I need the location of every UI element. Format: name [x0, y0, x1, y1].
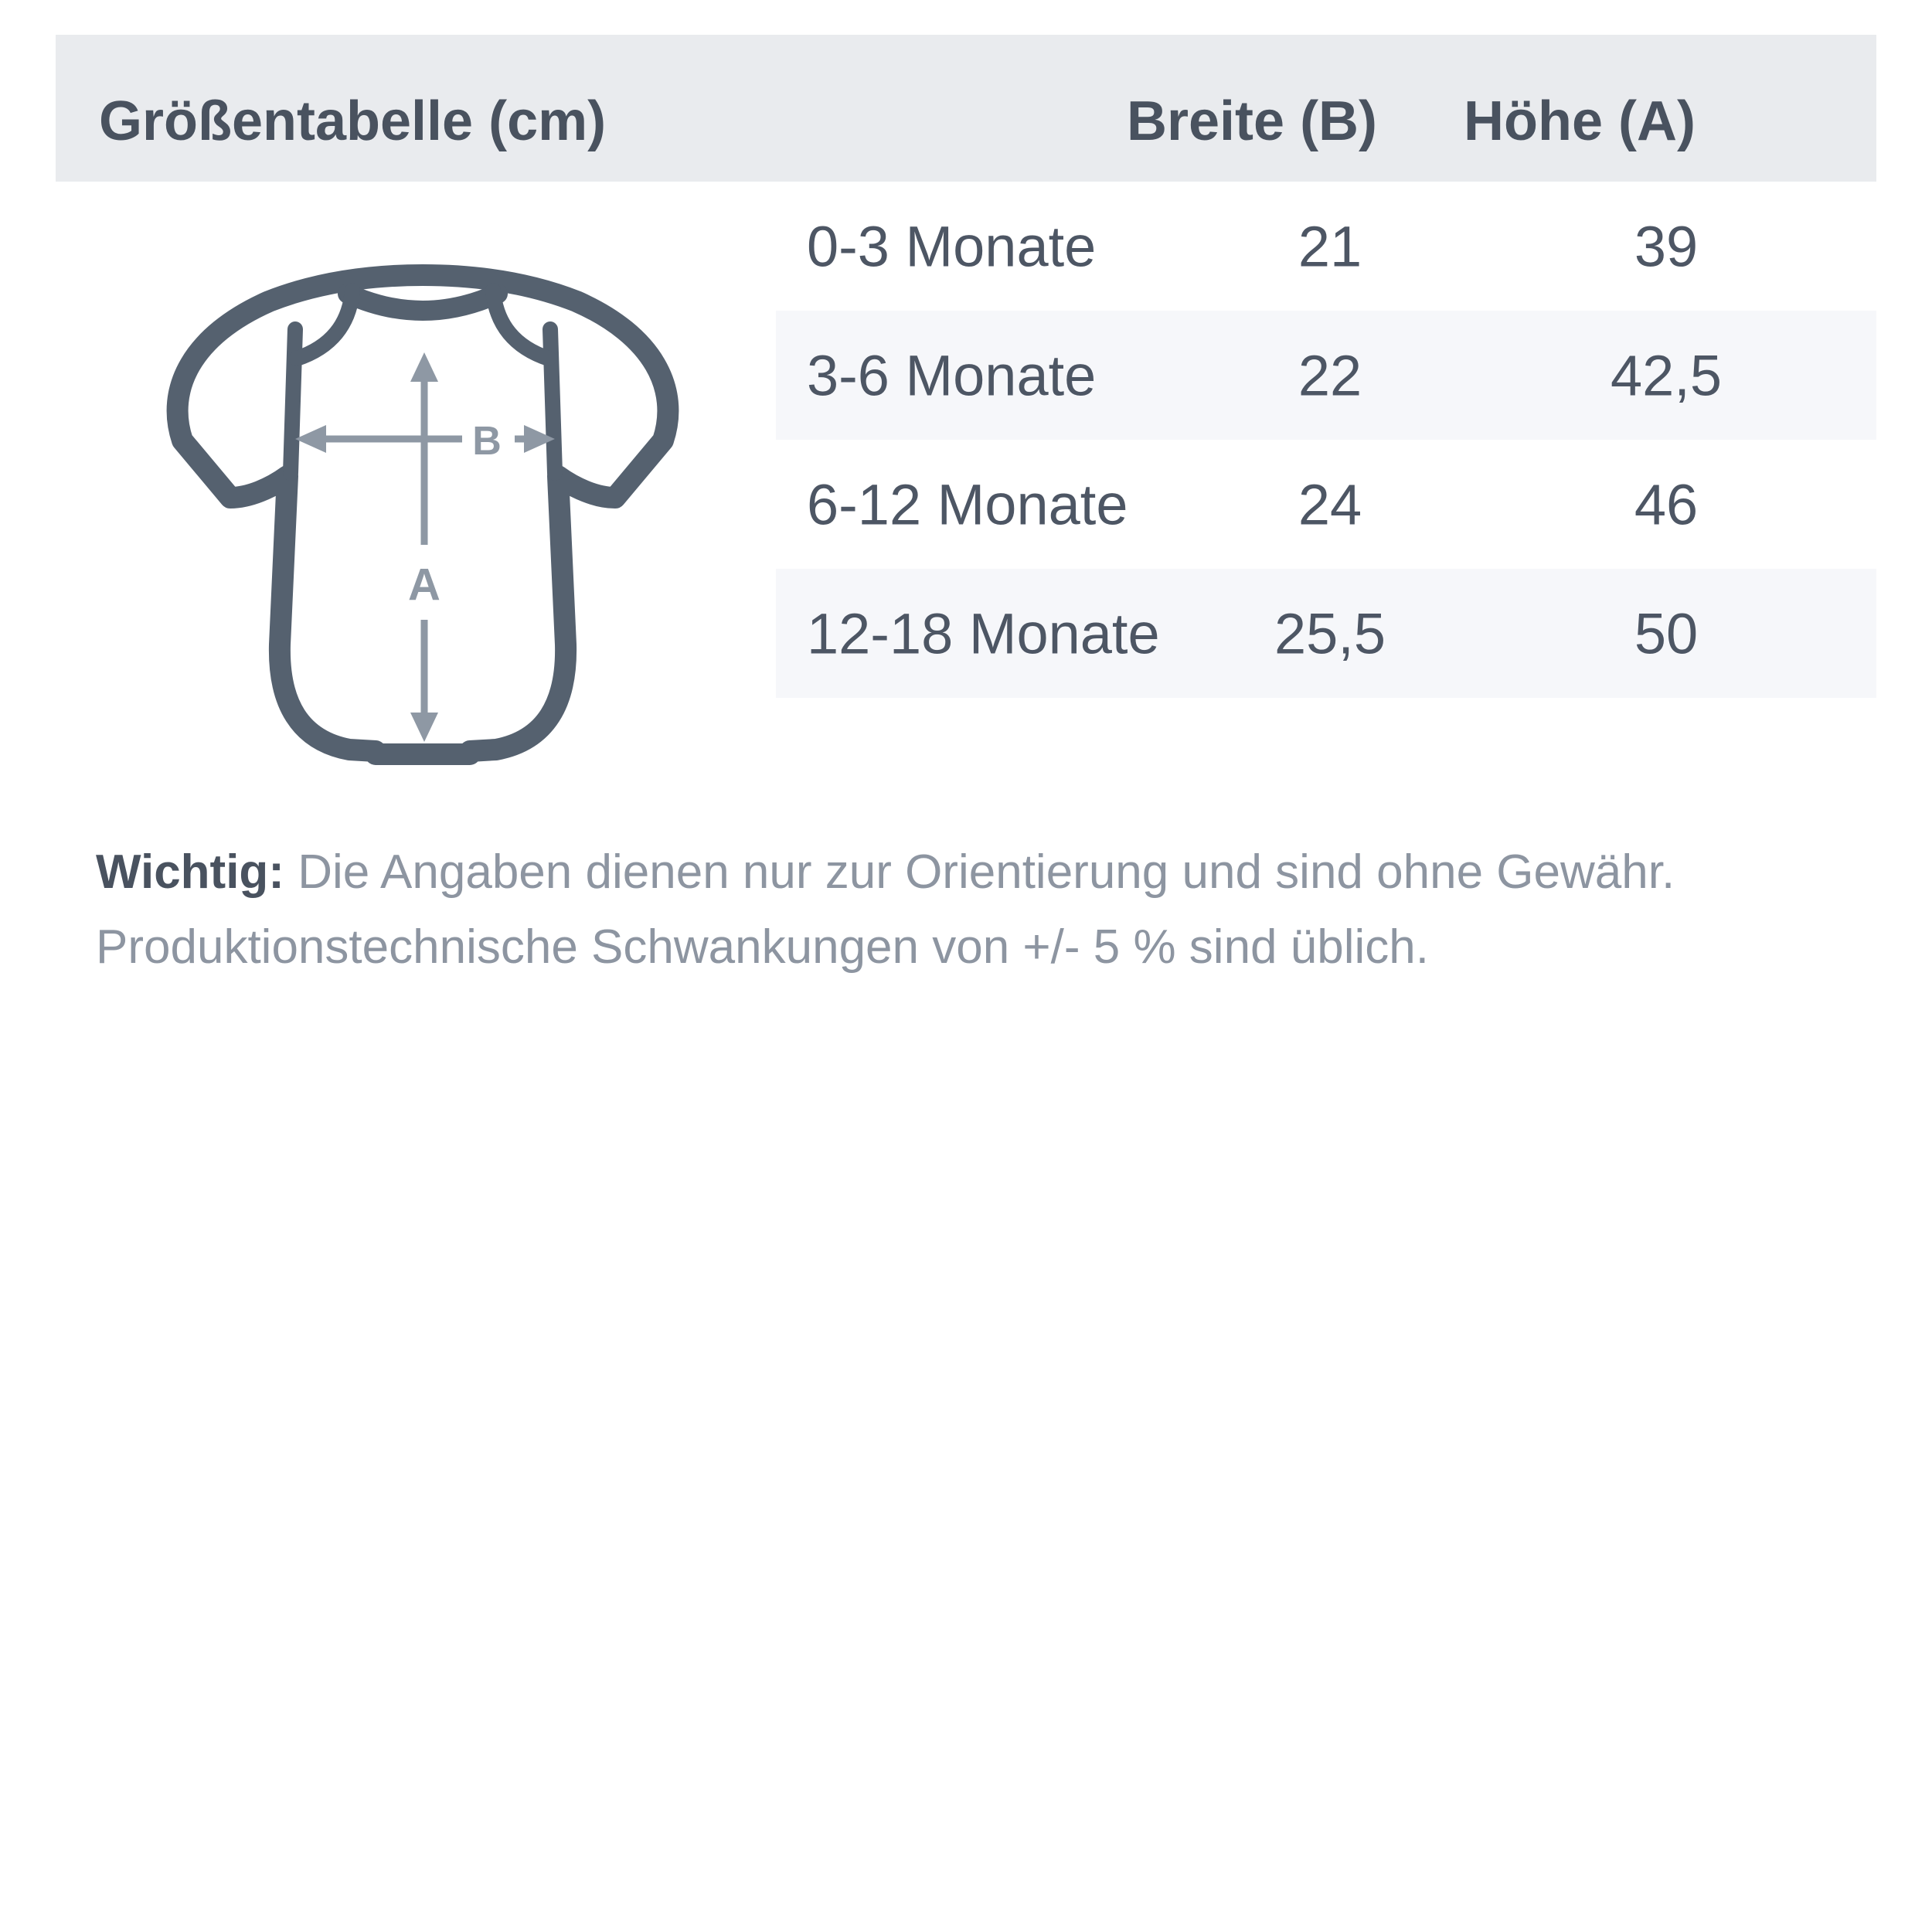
breite-value: 25,5	[1274, 601, 1386, 665]
breite-value: 21	[1298, 214, 1362, 278]
hoehe-value: 39	[1634, 214, 1699, 278]
disclaimer-note	[96, 835, 1866, 985]
table-row	[776, 311, 1876, 440]
disclaimer-line-1: Wichtig: Die Angaben dienen nur zur Orientierung und sind ohne Gewähr.	[96, 845, 1675, 899]
shoulder-arc-left	[297, 291, 352, 359]
hoehe-value: 42,5	[1610, 343, 1723, 407]
hoehe-value: 46	[1634, 472, 1699, 536]
disclaimer-line-2: Produktionstechnische Schwankungen von +/- 5 % sind üblich.	[96, 920, 1429, 974]
row-label: 0-3 Monate	[807, 214, 1097, 278]
raglan-seam-left	[291, 329, 295, 473]
table-row	[776, 440, 1876, 569]
table-row	[776, 182, 1876, 311]
neckband-line	[348, 294, 498, 311]
bodysuit-diagram	[155, 247, 696, 788]
row-label: 6-12 Monate	[807, 472, 1128, 536]
row-label: 12-18 Monate	[807, 601, 1160, 665]
disclaimer-prefix: Wichtig:	[96, 845, 284, 899]
height-arrow-label: A	[408, 560, 440, 611]
hoehe-value: 50	[1634, 601, 1699, 665]
size-table	[776, 182, 1876, 698]
table-header-bar	[56, 35, 1876, 182]
baby-bodysuit-drawing-icon	[155, 247, 696, 788]
breite-value: 22	[1298, 343, 1362, 407]
raglan-seam-right	[550, 329, 555, 473]
size-chart-title: Größentabelle (cm)	[99, 90, 607, 152]
width-arrow-label: B	[472, 419, 502, 464]
height-arrow	[408, 352, 440, 742]
table-row	[776, 569, 1876, 698]
column-header-breite: Breite (B)	[1126, 90, 1378, 152]
column-header-hoehe: Höhe (A)	[1464, 90, 1696, 152]
breite-value: 24	[1298, 472, 1362, 536]
shoulder-arc-right	[493, 291, 549, 359]
row-label: 3-6 Monate	[807, 343, 1097, 407]
